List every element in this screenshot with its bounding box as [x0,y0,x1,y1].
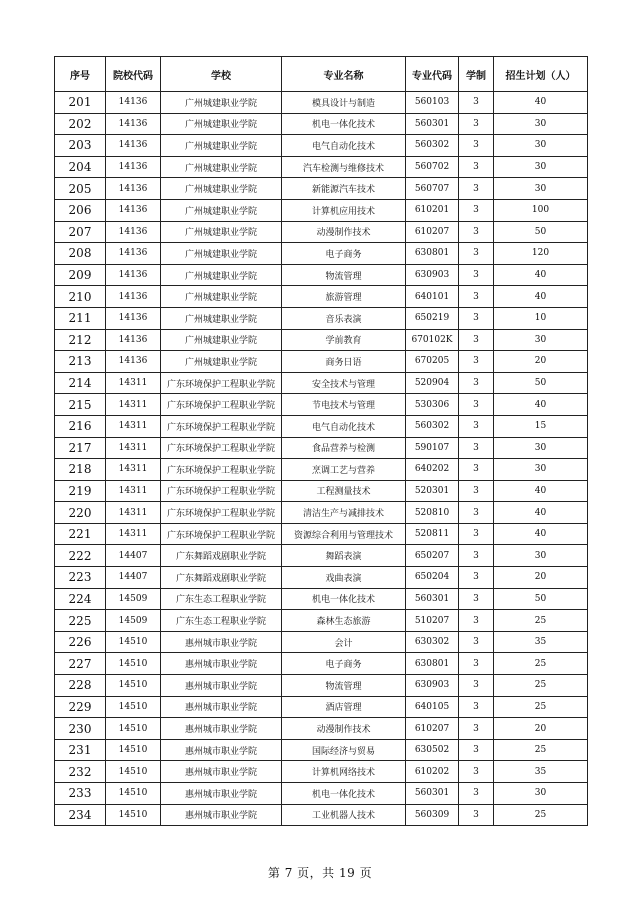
cell-school-code: 14510 [106,804,161,826]
cell-seq: 212 [55,329,106,351]
cell-school-code: 14311 [106,437,161,459]
cell-major-code: 520904 [406,372,459,394]
cell-school-code: 14136 [106,92,161,114]
cell-duration: 3 [459,394,494,416]
cell-school: 惠州城市职业学院 [161,718,282,740]
cell-seq: 206 [55,199,106,221]
cell-plan: 30 [494,156,588,178]
cell-major-name: 清洁生产与减排技术 [282,502,406,524]
cell-major-name: 电气自动化技术 [282,135,406,157]
cell-major-name: 机电一体化技术 [282,588,406,610]
cell-seq: 226 [55,631,106,653]
cell-major-name: 音乐表演 [282,307,406,329]
cell-major-name: 汽车检测与维修技术 [282,156,406,178]
table-row [55,804,588,826]
table-body [55,92,588,826]
cell-major-name: 动漫制作技术 [282,718,406,740]
cell-plan: 25 [494,610,588,632]
table-row [55,459,588,481]
cell-duration: 3 [459,221,494,243]
cell-plan: 25 [494,675,588,697]
cell-plan: 50 [494,372,588,394]
table-row [55,567,588,589]
cell-major-name: 节电技术与管理 [282,394,406,416]
cell-major-name: 模具设计与制造 [282,92,406,114]
table-row [55,199,588,221]
table-row [55,523,588,545]
table-row [55,135,588,157]
cell-duration: 3 [459,135,494,157]
cell-plan: 40 [494,264,588,286]
cell-major-code: 630801 [406,243,459,265]
cell-school: 惠州城市职业学院 [161,739,282,761]
cell-plan: 10 [494,307,588,329]
cell-major-name: 工程测量技术 [282,480,406,502]
cell-plan: 120 [494,243,588,265]
cell-school-code: 14311 [106,459,161,481]
cell-major-name: 资源综合利用与管理技术 [282,523,406,545]
cell-major-code: 520810 [406,502,459,524]
cell-major-code: 510207 [406,610,459,632]
cell-school: 广东环境保护工程职业学院 [161,394,282,416]
table-row [55,329,588,351]
header-school: 学校 [161,57,282,92]
cell-duration: 3 [459,178,494,200]
cell-seq: 222 [55,545,106,567]
cell-duration: 3 [459,631,494,653]
table-row [55,221,588,243]
cell-school-code: 14136 [106,286,161,308]
cell-school: 广州城建职业学院 [161,156,282,178]
cell-major-code: 520301 [406,480,459,502]
cell-major-name: 戏曲表演 [282,567,406,589]
cell-duration: 3 [459,199,494,221]
cell-duration: 3 [459,783,494,805]
cell-duration: 3 [459,761,494,783]
cell-seq: 214 [55,372,106,394]
table-row [55,653,588,675]
table-row [55,675,588,697]
cell-school-code: 14311 [106,394,161,416]
cell-duration: 3 [459,243,494,265]
cell-seq: 201 [55,92,106,114]
cell-duration: 3 [459,545,494,567]
cell-school-code: 14509 [106,588,161,610]
cell-major-name: 食品营养与检测 [282,437,406,459]
cell-major-code: 630502 [406,739,459,761]
cell-seq: 230 [55,718,106,740]
cell-major-code: 650207 [406,545,459,567]
cell-seq: 210 [55,286,106,308]
cell-school: 广州城建职业学院 [161,178,282,200]
table-row [55,415,588,437]
cell-seq: 207 [55,221,106,243]
cell-major-code: 610207 [406,718,459,740]
cell-school-code: 14136 [106,264,161,286]
cell-major-code: 610201 [406,199,459,221]
cell-major-name: 计算机网络技术 [282,761,406,783]
cell-major-code: 630801 [406,653,459,675]
cell-major-code: 630903 [406,675,459,697]
cell-school-code: 14136 [106,243,161,265]
cell-major-name: 电气自动化技术 [282,415,406,437]
cell-seq: 217 [55,437,106,459]
cell-seq: 203 [55,135,106,157]
cell-seq: 216 [55,415,106,437]
cell-school: 广东环境保护工程职业学院 [161,459,282,481]
header-plan: 招生计划（人） [494,57,588,92]
cell-duration: 3 [459,437,494,459]
cell-school: 广州城建职业学院 [161,199,282,221]
cell-school-code: 14311 [106,372,161,394]
cell-school-code: 14510 [106,631,161,653]
cell-school-code: 14407 [106,567,161,589]
cell-plan: 30 [494,783,588,805]
cell-school: 惠州城市职业学院 [161,783,282,805]
cell-major-code: 630302 [406,631,459,653]
cell-school-code: 14510 [106,653,161,675]
cell-duration: 3 [459,286,494,308]
cell-major-code: 650204 [406,567,459,589]
cell-school: 广州城建职业学院 [161,264,282,286]
cell-school: 惠州城市职业学院 [161,675,282,697]
cell-duration: 3 [459,610,494,632]
cell-major-name: 商务日语 [282,351,406,373]
cell-seq: 227 [55,653,106,675]
cell-major-code: 630903 [406,264,459,286]
cell-major-name: 烹调工艺与营养 [282,459,406,481]
cell-duration: 3 [459,480,494,502]
cell-school-code: 14311 [106,415,161,437]
cell-plan: 40 [494,92,588,114]
cell-major-code: 670102K [406,329,459,351]
cell-major-name: 机电一体化技术 [282,113,406,135]
table-row [55,178,588,200]
cell-plan: 25 [494,739,588,761]
table-row [55,761,588,783]
cell-plan: 20 [494,351,588,373]
cell-major-name: 森林生态旅游 [282,610,406,632]
cell-major-code: 520811 [406,523,459,545]
cell-major-name: 动漫制作技术 [282,221,406,243]
table-row [55,372,588,394]
header-school-code: 院校代码 [106,57,161,92]
cell-school: 广州城建职业学院 [161,243,282,265]
cell-major-name: 酒店管理 [282,696,406,718]
cell-school-code: 14136 [106,113,161,135]
cell-school-code: 14510 [106,675,161,697]
cell-major-code: 650219 [406,307,459,329]
cell-plan: 20 [494,567,588,589]
header-seq: 序号 [55,57,106,92]
cell-seq: 223 [55,567,106,589]
cell-major-name: 计算机应用技术 [282,199,406,221]
cell-seq: 219 [55,480,106,502]
cell-school-code: 14311 [106,523,161,545]
cell-plan: 40 [494,502,588,524]
table-row [55,156,588,178]
cell-major-name: 学前教育 [282,329,406,351]
table-row [55,264,588,286]
cell-seq: 231 [55,739,106,761]
table-row [55,718,588,740]
cell-plan: 50 [494,588,588,610]
cell-school-code: 14136 [106,351,161,373]
cell-duration: 3 [459,372,494,394]
cell-school: 广州城建职业学院 [161,329,282,351]
cell-duration: 3 [459,567,494,589]
header-major-name: 专业名称 [282,57,406,92]
cell-major-code: 560301 [406,113,459,135]
cell-school: 惠州城市职业学院 [161,653,282,675]
cell-seq: 220 [55,502,106,524]
cell-duration: 3 [459,113,494,135]
cell-major-name: 会计 [282,631,406,653]
cell-school-code: 14136 [106,199,161,221]
cell-plan: 40 [494,480,588,502]
cell-school: 广州城建职业学院 [161,135,282,157]
cell-school-code: 14510 [106,783,161,805]
cell-seq: 234 [55,804,106,826]
cell-seq: 215 [55,394,106,416]
cell-duration: 3 [459,351,494,373]
cell-major-code: 590107 [406,437,459,459]
cell-major-name: 机电一体化技术 [282,783,406,805]
table-row [55,783,588,805]
table-row [55,502,588,524]
cell-plan: 15 [494,415,588,437]
cell-school: 广州城建职业学院 [161,92,282,114]
table-row [55,92,588,114]
cell-seq: 218 [55,459,106,481]
cell-seq: 224 [55,588,106,610]
cell-school: 广州城建职业学院 [161,286,282,308]
cell-plan: 40 [494,394,588,416]
cell-major-code: 670205 [406,351,459,373]
cell-major-code: 610202 [406,761,459,783]
cell-school-code: 14510 [106,718,161,740]
cell-plan: 30 [494,329,588,351]
cell-duration: 3 [459,804,494,826]
cell-school: 广东环境保护工程职业学院 [161,372,282,394]
cell-school: 广东环境保护工程职业学院 [161,523,282,545]
cell-school: 广东舞蹈戏剧职业学院 [161,545,282,567]
cell-seq: 233 [55,783,106,805]
cell-school: 惠州城市职业学院 [161,761,282,783]
cell-major-code: 560302 [406,135,459,157]
table-row [55,696,588,718]
cell-seq: 228 [55,675,106,697]
cell-school-code: 14136 [106,221,161,243]
cell-duration: 3 [459,156,494,178]
cell-major-code: 610207 [406,221,459,243]
enrollment-table-container [54,56,587,826]
cell-major-name: 安全技术与管理 [282,372,406,394]
cell-duration: 3 [459,329,494,351]
cell-seq: 205 [55,178,106,200]
cell-major-code: 640101 [406,286,459,308]
cell-school-code: 14136 [106,307,161,329]
cell-major-code: 560302 [406,415,459,437]
cell-major-code: 560707 [406,178,459,200]
cell-plan: 100 [494,199,588,221]
cell-major-code: 640105 [406,696,459,718]
cell-school: 惠州城市职业学院 [161,804,282,826]
cell-major-name: 国际经济与贸易 [282,739,406,761]
cell-school: 广东生态工程职业学院 [161,588,282,610]
cell-school-code: 14136 [106,178,161,200]
table-row [55,739,588,761]
cell-seq: 204 [55,156,106,178]
cell-major-name: 电子商务 [282,243,406,265]
cell-school-code: 14311 [106,480,161,502]
cell-seq: 225 [55,610,106,632]
cell-major-code: 560702 [406,156,459,178]
table-row [55,113,588,135]
cell-seq: 213 [55,351,106,373]
table-row [55,351,588,373]
table-row [55,588,588,610]
cell-plan: 50 [494,221,588,243]
cell-plan: 35 [494,631,588,653]
cell-seq: 221 [55,523,106,545]
cell-duration: 3 [459,675,494,697]
cell-seq: 209 [55,264,106,286]
cell-school-code: 14311 [106,502,161,524]
cell-seq: 232 [55,761,106,783]
cell-school: 惠州城市职业学院 [161,631,282,653]
cell-school: 广东环境保护工程职业学院 [161,480,282,502]
cell-duration: 3 [459,718,494,740]
cell-school: 广东生态工程职业学院 [161,610,282,632]
cell-seq: 211 [55,307,106,329]
cell-school: 广州城建职业学院 [161,307,282,329]
cell-major-code: 560301 [406,783,459,805]
cell-school: 广东环境保护工程职业学院 [161,437,282,459]
cell-duration: 3 [459,92,494,114]
cell-plan: 35 [494,761,588,783]
page-number: 第 7 页，共 19 页 [267,866,373,880]
cell-school-code: 14136 [106,156,161,178]
cell-duration: 3 [459,653,494,675]
table-row [55,610,588,632]
cell-school-code: 14509 [106,610,161,632]
cell-school-code: 14510 [106,696,161,718]
cell-major-code: 560301 [406,588,459,610]
cell-major-name: 旅游管理 [282,286,406,308]
cell-school: 广州城建职业学院 [161,113,282,135]
enrollment-plan-table [54,56,588,826]
cell-duration: 3 [459,307,494,329]
cell-major-name: 新能源汽车技术 [282,178,406,200]
cell-duration: 3 [459,696,494,718]
cell-school-code: 14136 [106,329,161,351]
table-row [55,243,588,265]
cell-school: 广州城建职业学院 [161,351,282,373]
cell-major-name: 工业机器人技术 [282,804,406,826]
cell-plan: 30 [494,459,588,481]
cell-major-code: 530306 [406,394,459,416]
cell-plan: 30 [494,113,588,135]
cell-seq: 202 [55,113,106,135]
cell-seq: 208 [55,243,106,265]
header-major-code: 专业代码 [406,57,459,92]
cell-school-code: 14510 [106,761,161,783]
cell-major-code: 640202 [406,459,459,481]
cell-major-name: 电子商务 [282,653,406,675]
table-row [55,394,588,416]
cell-plan: 30 [494,545,588,567]
cell-school: 惠州城市职业学院 [161,696,282,718]
cell-school: 广东环境保护工程职业学院 [161,415,282,437]
cell-duration: 3 [459,264,494,286]
cell-plan: 40 [494,286,588,308]
cell-major-name: 舞蹈表演 [282,545,406,567]
cell-duration: 3 [459,523,494,545]
cell-plan: 25 [494,653,588,675]
cell-plan: 20 [494,718,588,740]
cell-plan: 30 [494,437,588,459]
cell-duration: 3 [459,502,494,524]
cell-seq: 229 [55,696,106,718]
cell-duration: 3 [459,588,494,610]
table-row [55,480,588,502]
cell-plan: 25 [494,804,588,826]
cell-school-code: 14407 [106,545,161,567]
table-row [55,437,588,459]
cell-duration: 3 [459,459,494,481]
cell-duration: 3 [459,415,494,437]
header-duration: 学制 [459,57,494,92]
cell-major-code: 560103 [406,92,459,114]
cell-plan: 30 [494,135,588,157]
cell-plan: 30 [494,178,588,200]
table-row [55,545,588,567]
cell-school-code: 14510 [106,739,161,761]
cell-plan: 25 [494,696,588,718]
cell-major-name: 物流管理 [282,675,406,697]
cell-school-code: 14136 [106,135,161,157]
cell-school: 广东舞蹈戏剧职业学院 [161,567,282,589]
cell-major-name: 物流管理 [282,264,406,286]
cell-school: 广州城建职业学院 [161,221,282,243]
table-header-row [55,57,588,92]
table-row [55,631,588,653]
cell-school: 广东环境保护工程职业学院 [161,502,282,524]
table-row [55,286,588,308]
cell-duration: 3 [459,739,494,761]
cell-major-code: 560309 [406,804,459,826]
table-row [55,307,588,329]
cell-plan: 40 [494,523,588,545]
